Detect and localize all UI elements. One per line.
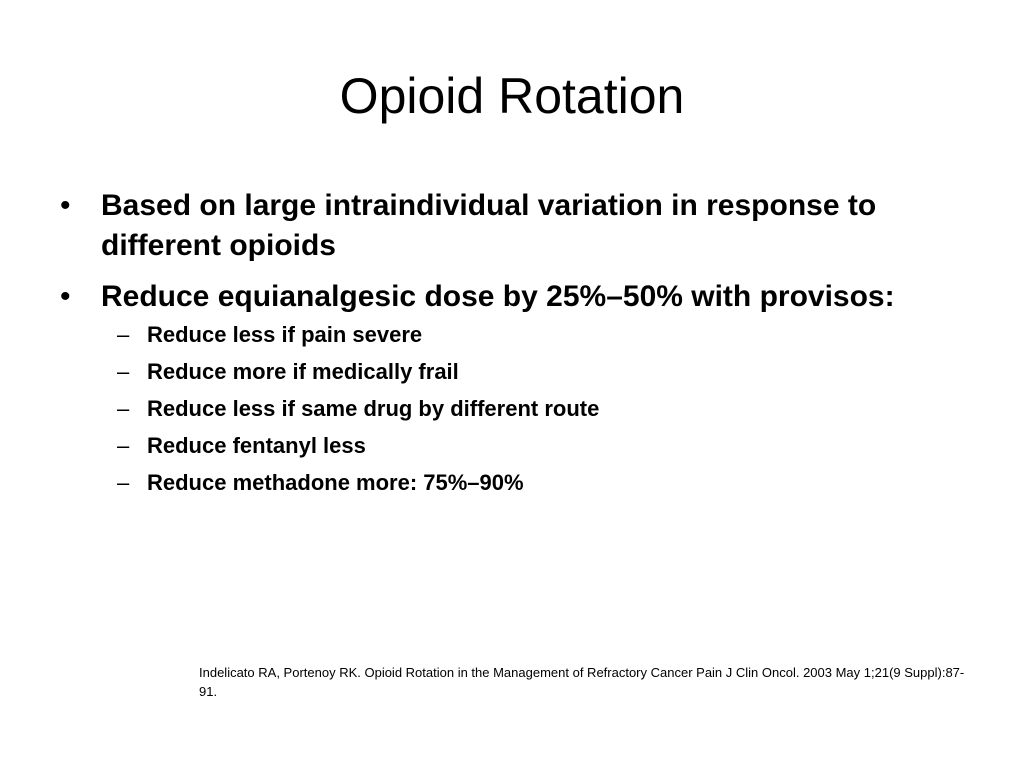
sub-bullet-marker: –: [117, 359, 130, 384]
slide-title: Opioid Rotation: [339, 68, 685, 124]
bullet-item: [60, 277, 960, 497]
sub-bullet-text: Reduce methadone more: 75%–90%: [147, 470, 524, 495]
sub-bullet-item: [101, 431, 960, 460]
sub-bullet-item: [101, 468, 960, 497]
sub-bullet-marker: –: [117, 433, 130, 458]
sub-bullet-item: [101, 357, 960, 386]
bullet-marker: •: [60, 189, 71, 222]
sub-bullet-text: Reduce more if medically frail: [147, 359, 459, 384]
sub-bullet-text: Reduce less if same drug by different route: [147, 396, 600, 421]
sub-bullet-list: [101, 320, 960, 497]
bullet-list: [60, 186, 960, 508]
sub-bullet-text: Reduce less if pain severe: [147, 322, 423, 347]
bullet-text: Based on large intraindividual variation in response to different opioids: [101, 189, 877, 262]
sub-bullet-item: [101, 394, 960, 423]
bullet-text: Reduce equianalgesic dose by 25%–50% with provisos:: [101, 280, 895, 313]
sub-bullet-marker: –: [117, 470, 130, 495]
bullet-item: [60, 186, 960, 266]
sub-bullet-marker: –: [117, 396, 130, 421]
citation: Indelicato RA, Portenoy RK. Opioid Rotation in the Management of Refractory Cancer Pain J Clin Oncol. 2003 May 1;21(9 Suppl):87-91.: [199, 665, 965, 699]
bullet-marker: •: [60, 280, 71, 313]
sub-bullet-item: [101, 320, 960, 349]
sub-bullet-text: Reduce fentanyl less: [147, 433, 366, 458]
sub-bullet-marker: –: [117, 322, 130, 347]
